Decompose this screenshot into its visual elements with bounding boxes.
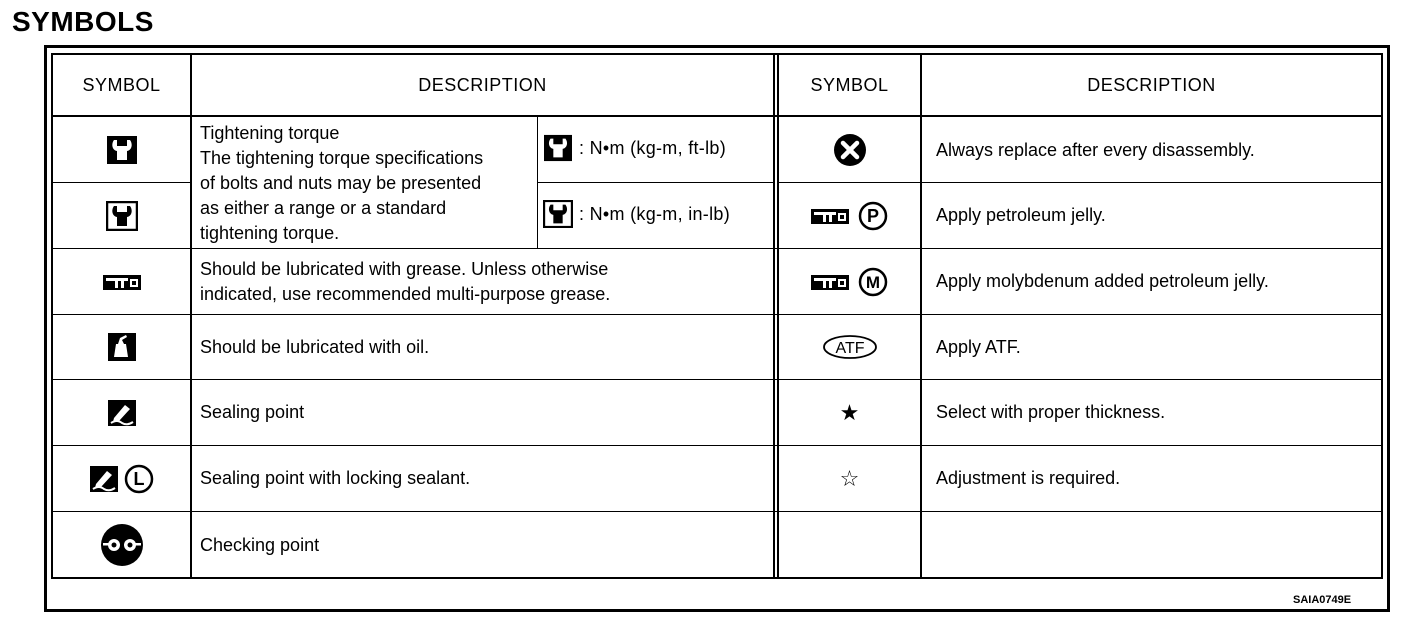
replace-icon (779, 117, 920, 182)
col-line-torque-value (537, 116, 538, 249)
oil-can-icon (53, 315, 190, 379)
reference-code: SAIA0749E (1293, 594, 1352, 606)
table-bottom-line (51, 577, 1383, 579)
oil-description: Should be lubricated with oil. (200, 337, 430, 357)
header-symbol-right: SYMBOL (810, 75, 889, 95)
petroleum-description: Apply petroleum jelly. (936, 205, 1106, 225)
molybdenum-description: Apply molybdenum added petroleum jelly. (936, 271, 1269, 291)
torque-unit-ft-lb: : N•m (kg-m, ft-lb) (579, 137, 726, 158)
adjust-description: Adjustment is required. (936, 468, 1121, 488)
torque-description-line-2: The tightening torque specifications (200, 148, 484, 168)
header-bottom-line (51, 115, 1383, 117)
row-line-3 (51, 314, 1383, 315)
outline-star-icon (779, 446, 920, 511)
row-line-4 (51, 379, 1383, 380)
row-line-5 (51, 445, 1383, 446)
locking-sealant-description: Sealing point with locking sealant. (200, 468, 471, 488)
torque-wrench-open-icon (543, 134, 573, 162)
row-line-6 (51, 511, 1383, 512)
row-line-1-mid (538, 182, 774, 183)
outline-star-glyph: ☆ (839, 465, 860, 491)
checking-point-icon (53, 512, 190, 577)
col-line-center-a (773, 53, 775, 579)
header-description-right: DESCRIPTION (1087, 75, 1216, 95)
grease-description-line-2: indicated, use recommended multi-purpose grease. (200, 284, 611, 304)
torque-value-in-lb (543, 200, 730, 228)
atf-label: ATF (834, 340, 865, 357)
torque-value-ft-lb (543, 134, 726, 162)
col-line-symbol-right (920, 53, 922, 579)
torque-description-line-5: tightening torque. (200, 223, 340, 243)
filled-star-icon (779, 380, 920, 445)
header-description-left: DESCRIPTION (418, 75, 547, 95)
atf-icon (779, 315, 920, 379)
row-line-2 (51, 248, 1383, 249)
col-line-right-end (1381, 53, 1383, 579)
letter-m: M (865, 272, 880, 292)
letter-p: P (866, 205, 879, 226)
letter-l: L (133, 468, 144, 489)
torque-wrench-open-icon (53, 117, 190, 182)
filled-star-glyph: ★ (839, 399, 860, 425)
torque-unit-in-lb: : N•m (kg-m, in-lb) (579, 203, 731, 224)
torque-wrench-closed-icon (543, 200, 573, 228)
checking-description: Checking point (200, 535, 320, 555)
molybdenum-jelly-icon (779, 249, 920, 314)
torque-wrench-closed-icon (53, 183, 190, 248)
petroleum-jelly-icon (779, 183, 920, 248)
torque-description-line-3: of bolts and nuts may be presented (200, 173, 482, 193)
page-title: SYMBOLS (12, 6, 154, 37)
sealant-icon (53, 380, 190, 445)
header-symbol-left: SYMBOL (82, 75, 161, 95)
replace-description: Always replace after every disassembly. (936, 140, 1255, 160)
torque-description-line-1: Tightening torque (200, 123, 340, 143)
torque-description-line-4: as either a range or a standard (200, 198, 447, 218)
select-description: Select with proper thickness. (936, 402, 1166, 422)
sealing-description: Sealing point (200, 402, 305, 422)
col-line-symbol-left (190, 53, 192, 579)
locking-sealant-icon (53, 446, 190, 511)
atf-description: Apply ATF. (936, 337, 1021, 357)
table-top-line (51, 53, 1383, 55)
grease-gun-icon (53, 249, 190, 314)
grease-description-line-1: Should be lubricated with grease. Unless otherwise (200, 259, 609, 279)
